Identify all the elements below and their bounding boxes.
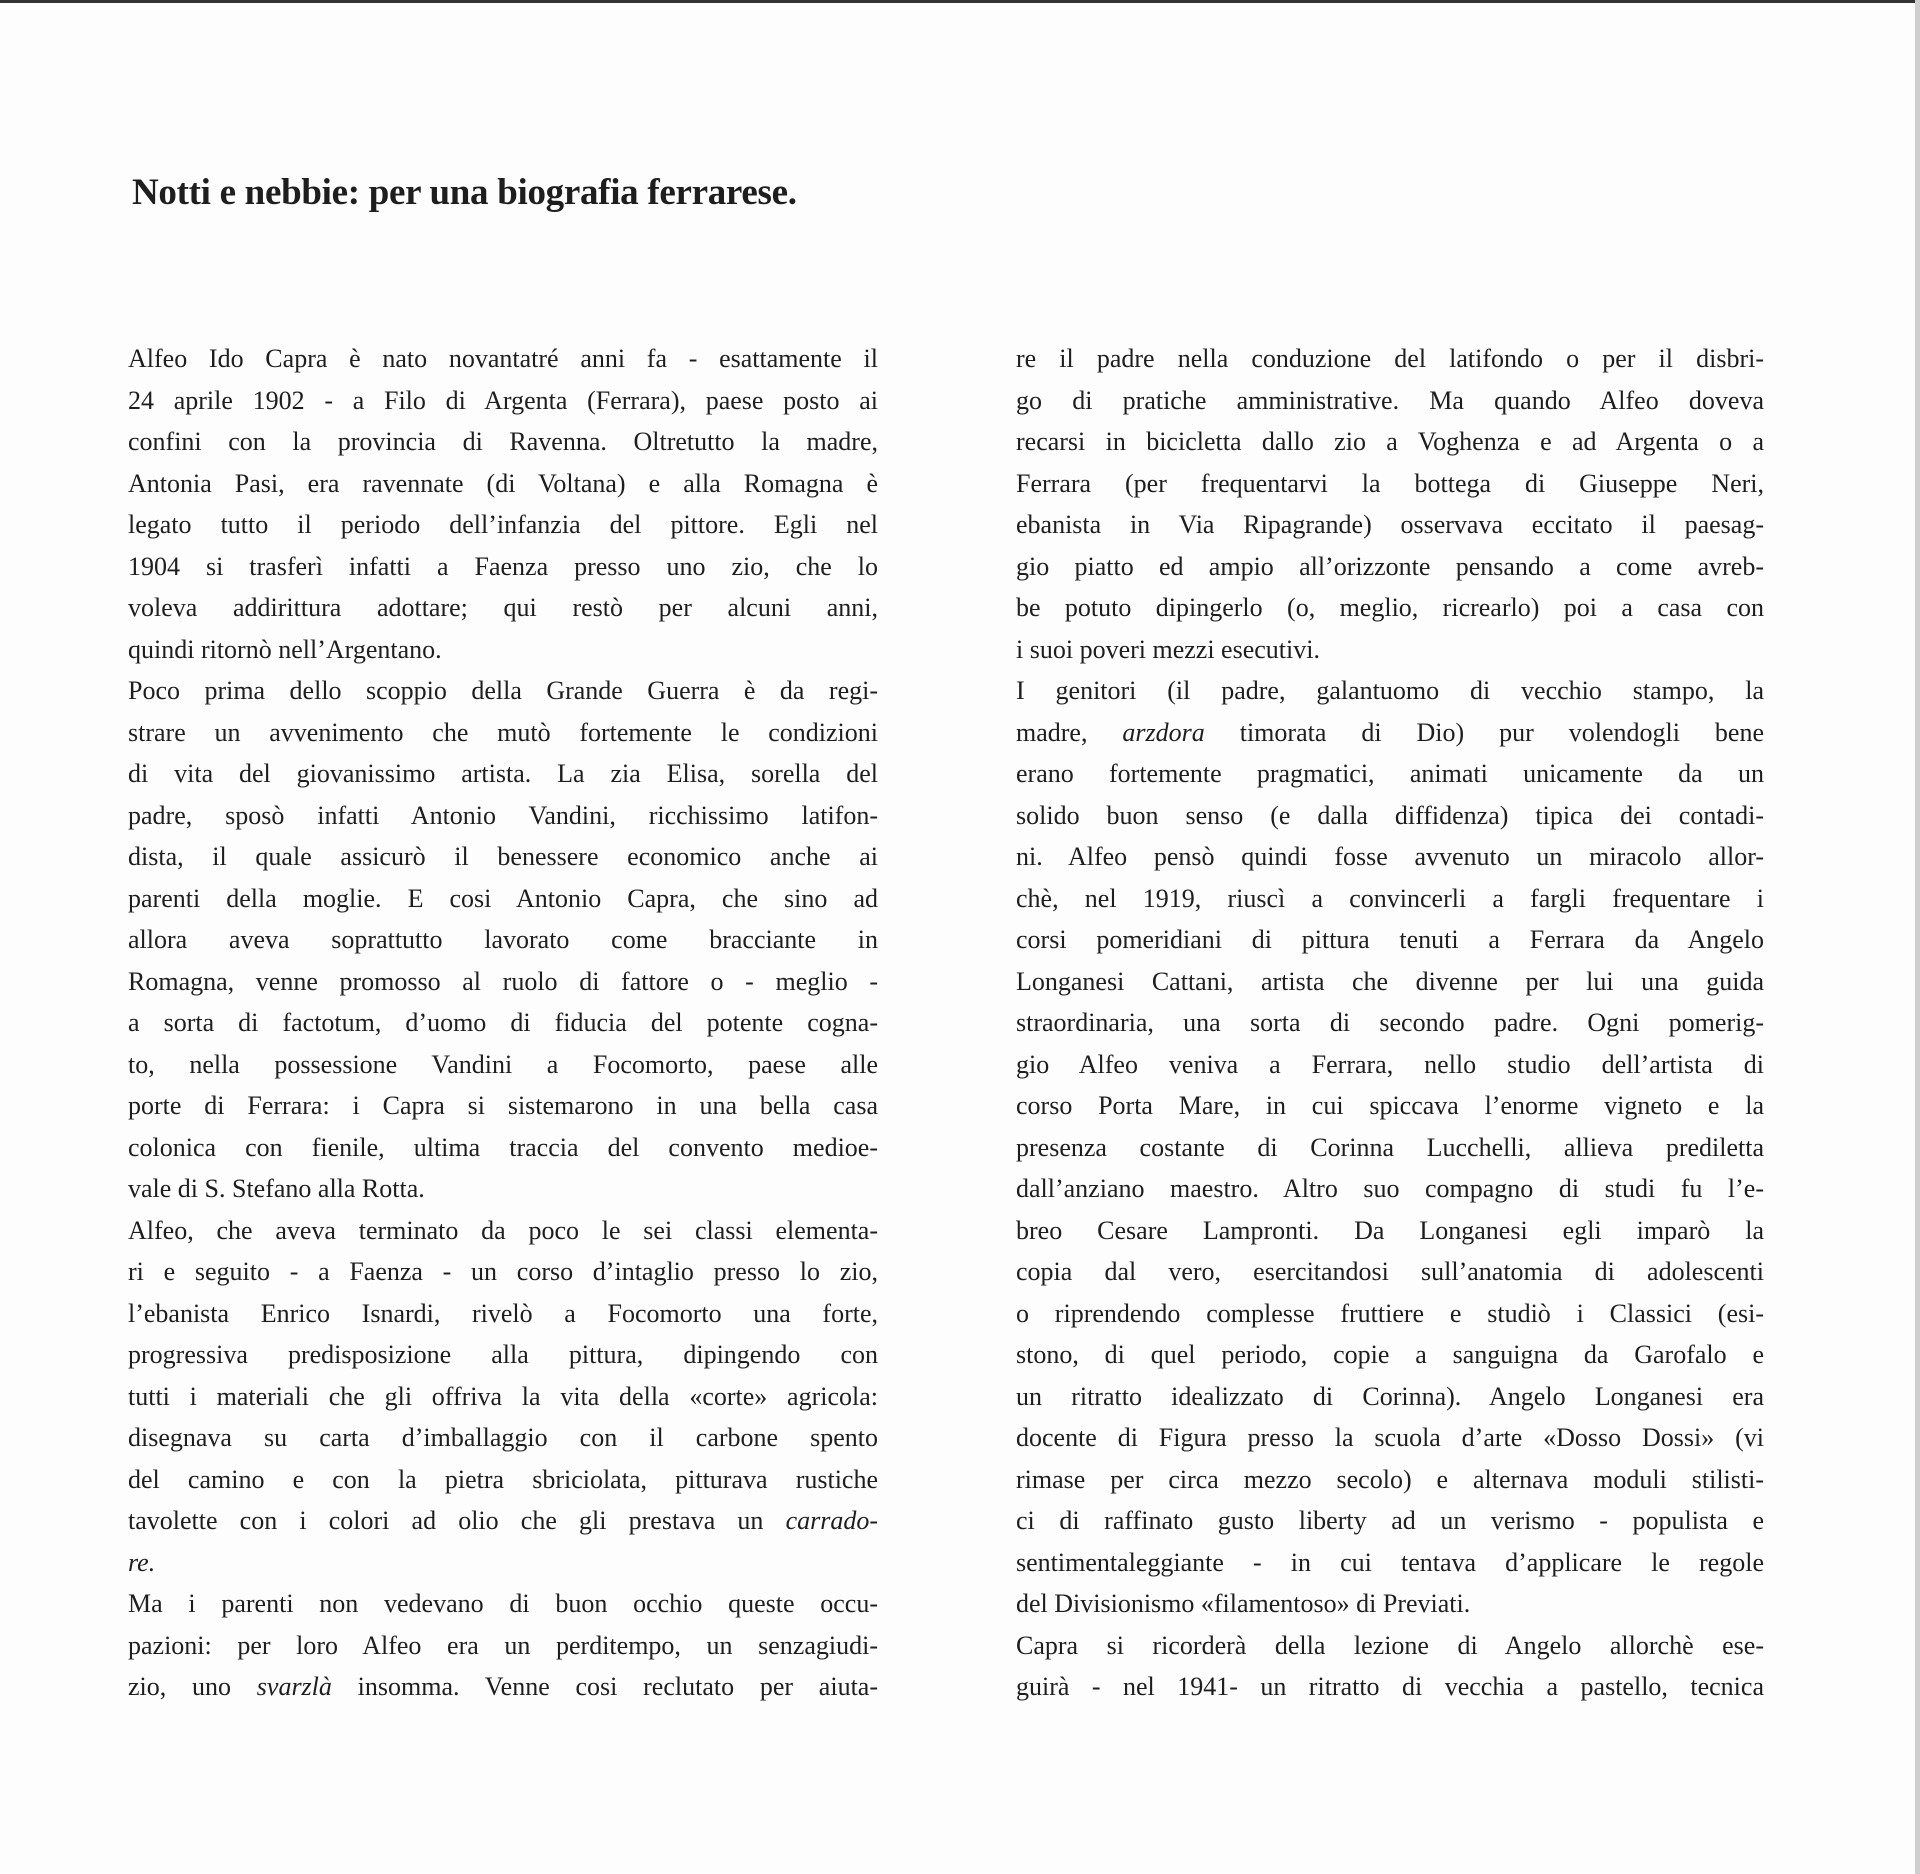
text-segment: corso Porta Mare, in cui spiccava l’enorme vigneto e la bbox=[1016, 1091, 1764, 1120]
text-segment: ci di raffinato gusto liberty ad un verismo - populista e bbox=[1016, 1506, 1764, 1535]
text-segment: Poco prima dello scoppio della Grande Guerra è da regi- bbox=[128, 676, 878, 705]
text-line bbox=[128, 1085, 878, 1127]
text-segment: breo Cesare Lampronti. Da Longanesi egli imparò la bbox=[1016, 1215, 1764, 1245]
text-line bbox=[1016, 1085, 1764, 1127]
text-segment: disegnava su carta d’imballaggio con il carbone spento bbox=[128, 1423, 878, 1452]
text-line bbox=[128, 1625, 878, 1667]
text-line bbox=[128, 712, 878, 754]
text-segment: padre, sposò infatti Antonio Vandini, ricchissimo latifon- bbox=[128, 800, 878, 830]
text-segment: timorata di Dio) pur volendogli bene bbox=[1204, 717, 1764, 747]
text-segment: Alfeo Ido Capra è nato novantatré anni fa - esattamente il bbox=[128, 344, 878, 373]
page-top-edge bbox=[0, 0, 1920, 3]
text-segment: guirà - nel 1941- un ritratto di vecchia a pastello, tecnica bbox=[1016, 1672, 1764, 1701]
text-line bbox=[128, 338, 878, 380]
text-segment: Alfeo, che aveva terminato da poco le sei classi elementa- bbox=[128, 1215, 878, 1245]
text-segment: di vita del giovanissimo artista. La zia Elisa, sorella del bbox=[128, 759, 878, 788]
italic-text: carrado- bbox=[785, 1506, 878, 1535]
text-segment: del Divisionismo «filamentoso» di Previati. bbox=[1016, 1589, 1471, 1618]
italic-text: re. bbox=[128, 1547, 156, 1577]
text-segment: quindi ritornò nell’Argentano. bbox=[128, 634, 442, 664]
text-line bbox=[128, 1044, 878, 1086]
text-line bbox=[128, 1542, 878, 1584]
text-line bbox=[128, 380, 878, 422]
text-line bbox=[1016, 1625, 1764, 1667]
text-line bbox=[128, 1251, 878, 1293]
text-segment: a sorta di factotum, d’uomo di fiducia del potente cogna- bbox=[128, 1008, 878, 1037]
text-line bbox=[128, 1334, 878, 1376]
italic-text: arzdora bbox=[1122, 717, 1205, 747]
text-segment: gio Alfeo veniva a Ferrara, nello studio dell’artista di bbox=[1016, 1049, 1764, 1079]
text-line bbox=[1016, 1376, 1764, 1418]
text-line bbox=[128, 546, 878, 588]
text-line bbox=[1016, 919, 1764, 961]
text-line bbox=[1016, 338, 1764, 380]
text-segment: ri e seguito - a Faenza - un corso d’intaglio presso lo zio, bbox=[128, 1257, 878, 1286]
text-column-right bbox=[1016, 338, 1764, 1708]
text-line bbox=[1016, 670, 1764, 712]
text-line bbox=[128, 587, 878, 629]
text-line bbox=[1016, 753, 1764, 795]
text-line bbox=[128, 1417, 878, 1459]
text-segment: presenza costante di Corinna Lucchelli, allieva prediletta bbox=[1016, 1132, 1764, 1162]
text-line bbox=[1016, 1417, 1764, 1459]
text-line bbox=[1016, 878, 1764, 920]
text-line bbox=[1016, 1542, 1764, 1584]
text-line bbox=[1016, 1044, 1764, 1086]
text-segment: pazioni: per loro Alfeo era un perditempo, un senzagiudi- bbox=[128, 1630, 878, 1660]
text-line bbox=[1016, 546, 1764, 588]
text-segment: re il padre nella conduzione del latifondo o per il disbri- bbox=[1016, 344, 1764, 373]
text-line bbox=[1016, 1168, 1764, 1210]
text-segment: Ferrara (per frequentarvi la bottega di Giuseppe Neri, bbox=[1016, 468, 1764, 498]
text-segment: del camino e con la pietra sbriciolata, pitturava rustiche bbox=[128, 1464, 878, 1494]
text-segment: l’ebanista Enrico Isnardi, rivelò a Focomorto una forte, bbox=[128, 1298, 878, 1328]
text-segment: ebanista in Via Ripagrande) osservava eccitato il paesag- bbox=[1016, 510, 1764, 539]
text-segment: solido buon senso (e dalla diffidenza) tipica dei contadi- bbox=[1016, 800, 1764, 830]
text-segment: zio, uno bbox=[128, 1672, 257, 1701]
text-line bbox=[1016, 1334, 1764, 1376]
text-line bbox=[1016, 1583, 1764, 1625]
text-line bbox=[1016, 463, 1764, 505]
text-segment: voleva addirittura adottare; qui restò per alcuni anni, bbox=[128, 593, 878, 622]
text-segment: Longanesi Cattani, artista che divenne per lui una guida bbox=[1016, 966, 1764, 996]
text-line bbox=[128, 1376, 878, 1418]
text-line bbox=[1016, 1666, 1764, 1708]
text-line bbox=[128, 504, 878, 546]
text-segment: to, nella possessione Vandini a Focomorto, paese alle bbox=[128, 1049, 878, 1079]
text-segment: Romagna, venne promosso al ruolo di fattore o - meglio - bbox=[128, 966, 878, 996]
text-line bbox=[1016, 1210, 1764, 1252]
text-segment: progressiva predisposizione alla pittura, dipingendo con bbox=[128, 1340, 878, 1369]
text-line bbox=[1016, 421, 1764, 463]
text-segment: tavolette con i colori ad olio che gli prestava un bbox=[128, 1506, 786, 1535]
text-segment: chè, nel 1919, riuscì a convincerli a fargli frequentare i bbox=[1016, 883, 1764, 913]
text-segment: i suoi poveri mezzi esecutivi. bbox=[1016, 634, 1320, 664]
text-line bbox=[128, 421, 878, 463]
text-segment: Capra si ricorderà della lezione di Angelo allorchè ese- bbox=[1016, 1630, 1764, 1660]
text-line bbox=[1016, 380, 1764, 422]
text-line bbox=[1016, 587, 1764, 629]
text-line bbox=[128, 878, 878, 920]
text-line bbox=[128, 836, 878, 878]
text-line bbox=[1016, 1293, 1764, 1335]
text-segment: gio piatto ed ampio all’orizzonte pensando a come avreb- bbox=[1016, 551, 1764, 581]
text-segment: be potuto dipingerlo (o, meglio, ricrearlo) poi a casa con bbox=[1016, 593, 1764, 622]
text-line bbox=[128, 1127, 878, 1169]
text-segment: parenti della moglie. E cosi Antonio Capra, che sino ad bbox=[128, 883, 878, 913]
text-segment: 24 aprile 1902 - a Filo di Argenta (Ferrara), paese posto ai bbox=[128, 385, 878, 415]
text-segment: strare un avvenimento che mutò fortemente le condizioni bbox=[128, 717, 878, 747]
text-line bbox=[1016, 1251, 1764, 1293]
text-line bbox=[1016, 961, 1764, 1003]
text-segment: o riprendendo complesse fruttiere e studiò i Classici (esi- bbox=[1016, 1298, 1764, 1328]
text-line bbox=[128, 795, 878, 837]
text-line bbox=[128, 961, 878, 1003]
text-line bbox=[128, 1500, 878, 1542]
text-segment: legato tutto il periodo dell’infanzia del pittore. Egli nel bbox=[128, 510, 878, 539]
text-line bbox=[128, 919, 878, 961]
text-line bbox=[128, 1293, 878, 1335]
italic-text: svarzlà bbox=[256, 1672, 332, 1701]
text-segment: corsi pomeridiani di pittura tenuti a Ferrara da Angelo bbox=[1016, 925, 1764, 954]
text-segment: sentimentaleggiante - in cui tentava d’applicare le regole bbox=[1016, 1547, 1764, 1577]
text-segment: erano fortemente pragmatici, animati unicamente da un bbox=[1016, 759, 1764, 788]
text-segment: vale di S. Stefano alla Rotta. bbox=[128, 1174, 425, 1203]
text-segment: 1904 si trasferì infatti a Faenza presso uno zio, che lo bbox=[128, 551, 878, 581]
text-line bbox=[128, 629, 878, 671]
text-line bbox=[128, 463, 878, 505]
text-segment: tutti i materiali che gli offriva la vita della «corte» agricola: bbox=[128, 1381, 878, 1411]
text-segment: porte di Ferrara: i Capra si sistemarono in una bella casa bbox=[128, 1091, 878, 1120]
text-line bbox=[1016, 1127, 1764, 1169]
text-line bbox=[128, 670, 878, 712]
text-segment: Antonia Pasi, era ravennate (di Voltana) e alla Romagna è bbox=[128, 468, 878, 498]
page-title: Notti e nebbie: per una biografia ferrarese. bbox=[132, 171, 797, 213]
text-segment: dista, il quale assicurò il benessere economico anche ai bbox=[128, 842, 878, 871]
text-segment: go di pratiche amministrative. Ma quando Alfeo doveva bbox=[1016, 385, 1764, 415]
text-line bbox=[1016, 1459, 1764, 1501]
text-line bbox=[128, 1666, 878, 1708]
text-segment: Ma i parenti non vedevano di buon occhio queste occu- bbox=[128, 1589, 878, 1618]
text-segment: insomma. Venne cosi reclutato per aiuta- bbox=[331, 1672, 878, 1701]
text-segment: straordinaria, una sorta di secondo padre. Ogni pomerig- bbox=[1016, 1008, 1764, 1037]
text-line bbox=[1016, 712, 1764, 754]
text-segment: docente di Figura presso la scuola d’arte «Dosso Dossi» (vi bbox=[1016, 1423, 1764, 1452]
text-segment: rimase per circa mezzo secolo) e alternava moduli stilisti- bbox=[1016, 1464, 1764, 1494]
text-line bbox=[128, 1583, 878, 1625]
text-line bbox=[1016, 504, 1764, 546]
text-segment: madre, bbox=[1016, 717, 1123, 747]
text-segment: colonica con fienile, ultima traccia del convento medioe- bbox=[128, 1132, 878, 1162]
text-segment: dall’anziano maestro. Altro suo compagno di studi fu l’e- bbox=[1016, 1174, 1764, 1203]
text-segment: ni. Alfeo pensò quindi fosse avvenuto un miracolo allor- bbox=[1016, 842, 1764, 871]
text-segment: copia dal vero, esercitandosi sull’anatomia di adolescenti bbox=[1016, 1257, 1764, 1286]
text-line bbox=[1016, 1500, 1764, 1542]
text-segment: confini con la provincia di Ravenna. Oltretutto la madre, bbox=[128, 427, 878, 456]
text-line bbox=[1016, 629, 1764, 671]
text-column-left bbox=[128, 338, 878, 1708]
text-line bbox=[1016, 1002, 1764, 1044]
text-segment: I genitori (il padre, galantuomo di vecchio stampo, la bbox=[1016, 676, 1764, 705]
text-segment: recarsi in bicicletta dallo zio a Voghenza e ad Argenta o a bbox=[1016, 427, 1764, 456]
text-segment: allora aveva soprattutto lavorato come bracciante in bbox=[128, 925, 878, 954]
text-line bbox=[1016, 836, 1764, 878]
text-line bbox=[128, 1168, 878, 1210]
text-line bbox=[128, 753, 878, 795]
text-segment: stono, di quel periodo, copie a sanguigna da Garofalo e bbox=[1016, 1340, 1764, 1369]
text-line bbox=[128, 1002, 878, 1044]
text-segment: un ritratto idealizzato di Corinna). Angelo Longanesi era bbox=[1016, 1381, 1764, 1411]
text-line bbox=[1016, 795, 1764, 837]
page-right-edge bbox=[1915, 0, 1920, 1874]
text-line bbox=[128, 1210, 878, 1252]
text-line bbox=[128, 1459, 878, 1501]
